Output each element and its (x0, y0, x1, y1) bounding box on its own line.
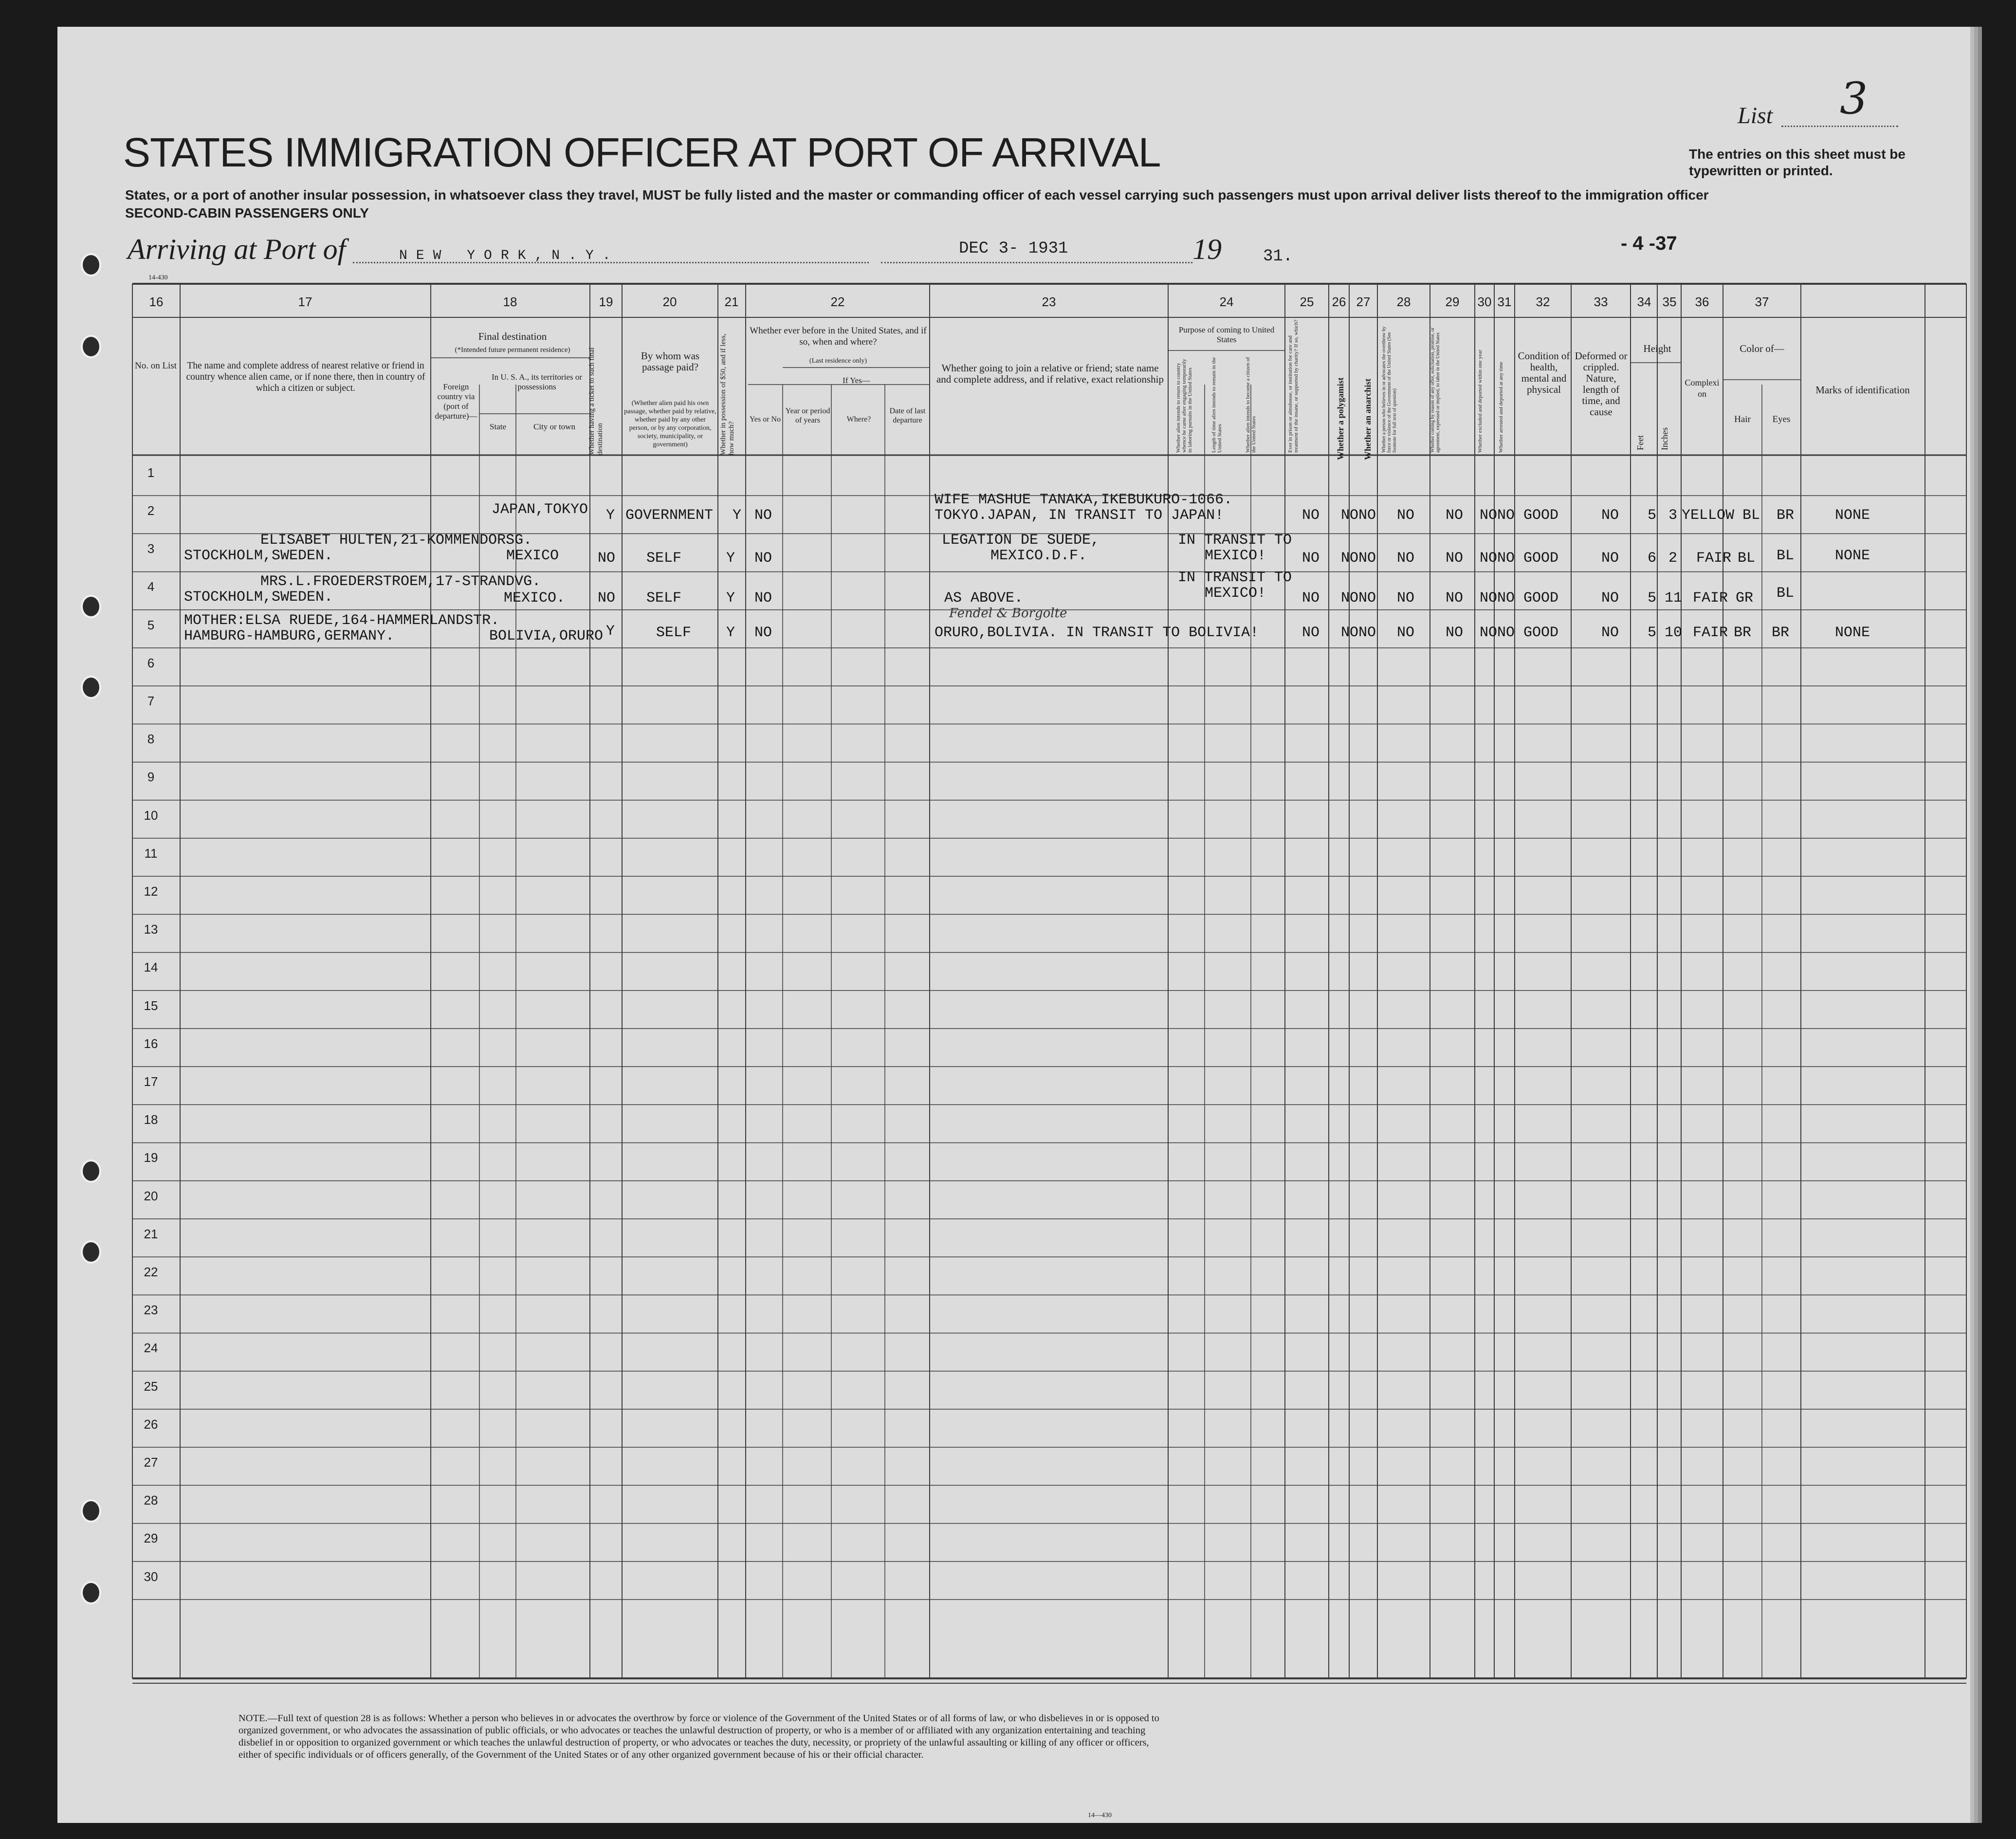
r4-hair: BR (1734, 625, 1752, 641)
col25-header: Ever in prison or almshouse, or institution for care and treatment of the insane, or supported by charity? If so, which? (1287, 319, 1299, 453)
r1-health: GOOD (1523, 507, 1559, 524)
col16-header: No. on List (134, 361, 177, 371)
r3-transit-line1: IN TRANSIT TO (1178, 570, 1292, 586)
row-number: 23 (144, 1303, 158, 1318)
r3-hair: GR (1736, 590, 1754, 607)
col29-header: Whether coming by reason of any offer, solicitation, promise, or agreement, expressed or implied, to labor in the United States (1430, 327, 1441, 453)
row-number: 21 (144, 1226, 158, 1241)
r3-relative-line2: STOCKHOLM,SWEDEN. (184, 589, 333, 606)
row-number: 19 (144, 1150, 158, 1165)
column-number: 19 (599, 294, 613, 309)
list-label: List (1738, 103, 1773, 129)
typewritten-note: The entries on this sheet must be typewritten or printed. (1689, 147, 1906, 178)
r2-joining-line1: LEGATION DE SUEDE, (942, 532, 1100, 549)
r4-health: GOOD (1523, 625, 1559, 641)
r1-marks: NONE (1835, 507, 1870, 524)
column-number: 21 (724, 294, 739, 309)
column-number: 31 (1497, 294, 1512, 309)
column-number: 23 (1042, 294, 1056, 309)
col27-header: Whether an anarchist (1363, 378, 1373, 460)
r2-hair: BL (1738, 550, 1756, 567)
r1-prison: NO (1302, 507, 1320, 524)
col22-years: Year or period of years (785, 407, 830, 424)
r2-relative-line1: ELISABET HULTEN,21-KOMMENDORSG. (260, 532, 532, 549)
row-number: 25 (144, 1379, 158, 1394)
year-value: 31. (1263, 247, 1293, 266)
col37-header: Marks of identification (1815, 384, 1910, 396)
row-number: 12 (144, 884, 158, 899)
column-number: 20 (662, 294, 677, 309)
col17-header: The name and complete address of nearest relative or friend in country whence alien came, or if none there, then in country of which a citizen or subject. (186, 361, 425, 393)
r1-complexion: YELLOW (1682, 507, 1735, 524)
column-number: 37 (1755, 294, 1769, 309)
r2-feet: 6 (1648, 550, 1657, 567)
r1-q28: NO (1397, 507, 1415, 524)
list-number: 3 (1840, 73, 1868, 124)
row-number: 26 (144, 1416, 158, 1432)
row-number: 4 (147, 579, 155, 594)
column-number: 22 (830, 294, 845, 309)
r1-deported: NONO (1480, 507, 1515, 524)
r1-before: NO (754, 507, 772, 524)
r3-destination: MEXICO. (504, 590, 566, 607)
r4-relative-line1: MOTHER:ELSA RUEDE,164-HAMMERLANDSTR. (184, 612, 500, 629)
arrival-date: DEC 3- 1931 (959, 239, 1068, 258)
footnote: NOTE.—Full text of question 28 is as follows: Whether a person who believes in or advocates the overthrow by force or violence of the Government of the United States or of all forms of law, or who disbelieves in or is opposed to organized government, or who advocates the assassination of public officials, or who advocates or teaches the unlawful destruction of property, or who is a member of or affiliated with any organization entertaining and teaching disbelief in or opposition to organized government or which teaches the unlawful destruction of property, or who advocates or teaches the duty, necessity, or propriety of the unlawful assaulting or killing of any officer or officers, either of specific individuals or of officers generally, of the Government of the United States or of any other organized government because of his or their official character. (238, 1713, 1159, 1760)
col36-hair: Hair (1734, 414, 1751, 424)
col18-usa: In U. S. A., its territories or possessions (491, 372, 583, 391)
row-number: 30 (144, 1569, 158, 1584)
r1-hair: BL (1742, 507, 1760, 524)
col32-header: Condition of health, mental and physical (1518, 350, 1570, 395)
r3-prison: NO (1302, 590, 1320, 607)
col23-header: Whether going to join a relative or friend; state name and complete address, and if relative, exact relationship (936, 362, 1164, 385)
row-number: 22 (144, 1265, 158, 1279)
r2-transit-line1: IN TRANSIT TO (1178, 532, 1292, 549)
footer-form-code: 14—430 (1088, 1812, 1112, 1819)
r4-before: NO (754, 625, 772, 641)
r4-marks: NONE (1835, 625, 1870, 641)
r2-inches: 2 (1668, 550, 1678, 567)
r1-polygamist-anarchist: NONO (1341, 507, 1376, 524)
row-number: 6 (147, 655, 155, 670)
col24-c: Whether alien intends to become a citizen of the United States (1245, 357, 1257, 453)
r2-eyes: BL (1777, 548, 1795, 564)
column-number: 28 (1396, 294, 1411, 309)
r3-polygamist-anarchist: NONO (1341, 590, 1376, 607)
r1-eyes: BR (1777, 507, 1795, 524)
r4-deformed: NO (1601, 625, 1619, 641)
col22-note: (Last residence only) (809, 357, 867, 365)
column-number: 18 (503, 294, 517, 309)
col18-title: Final destination (478, 331, 547, 342)
row-number: 18 (144, 1112, 158, 1127)
column-number: 25 (1300, 294, 1314, 309)
col28-header: Whether a person who believes in or advocates the overthrow by force or violence of the Government of the United States (See footnote for full text of question) (1381, 326, 1397, 453)
r1-paid-by: GOVERNMENT (625, 507, 714, 524)
r4-polygamist-anarchist: NONO (1341, 625, 1376, 641)
r3-complexion: FAIR (1693, 590, 1728, 607)
row-number: 14 (144, 960, 158, 975)
row-number: 11 (144, 846, 158, 861)
column-number: 33 (1594, 294, 1608, 309)
r3-money: Y (726, 590, 735, 607)
r4-money: Y (726, 625, 735, 641)
r3-eyes: BL (1777, 585, 1795, 602)
r3-deported: NONO (1480, 590, 1515, 607)
r3-feet: 5 (1648, 590, 1657, 607)
r3-relative-line1: MRS.L.FROEDERSTROEM,17-STRANDVG. (260, 573, 541, 590)
r2-complexion: FAIR (1696, 550, 1732, 567)
column-number: 26 (1332, 294, 1346, 309)
r3-deformed: NO (1601, 590, 1619, 607)
r2-q29: NO (1446, 550, 1464, 567)
r2-marks: NONE (1835, 548, 1870, 564)
r2-polygamist-anarchist: NONO (1341, 550, 1376, 567)
row-number: 8 (147, 732, 155, 747)
r2-prison: NO (1302, 550, 1320, 567)
col36-eyes: Eyes (1772, 414, 1791, 424)
arriving-label: Arriving at Port of (128, 233, 346, 265)
form-code: 14-430 (148, 274, 168, 281)
r3-paid-by: SELF (646, 590, 682, 607)
r1-inches: 3 (1668, 507, 1678, 524)
row-number: 5 (147, 617, 155, 632)
r4-handwritten-note: Fendel & Borgolte (949, 606, 1067, 621)
r4-paid-by: SELF (656, 625, 692, 641)
row-number: 2 (147, 503, 155, 518)
r1-joining-line1: WIFE MASHUE TANAKA,IKEBUKURO-1066. (935, 492, 1233, 508)
passenger-class: SECOND-CABIN PASSENGERS ONLY (125, 205, 369, 221)
r4-joining: ORURO,BOLIVIA. IN TRANSIT TO BOLIVIA! (935, 625, 1259, 641)
column-number: 24 (1219, 294, 1234, 309)
r1-q29: NO (1446, 507, 1464, 524)
col18-city: City or town (533, 422, 575, 431)
r4-feet: 5 (1648, 625, 1657, 641)
column-number: 32 (1536, 294, 1550, 309)
col34-feet: Feet (1635, 435, 1645, 450)
col18-state: State (490, 422, 506, 431)
column-number: 16 (149, 294, 164, 309)
row-number: 17 (144, 1074, 158, 1089)
r3-ticket: NO (598, 590, 616, 607)
year-prefix: 19 (1192, 233, 1222, 265)
column-number: 30 (1477, 294, 1492, 309)
col20-header: By whom was passage paid? (641, 350, 700, 373)
r2-health: GOOD (1523, 550, 1559, 567)
r2-joining-line2: MEXICO.D.F. (990, 548, 1087, 564)
r3-health: GOOD (1523, 590, 1559, 607)
col19-header: Whether having a ticket to such final destination (588, 347, 604, 455)
row-number: 3 (147, 541, 155, 556)
r1-feet: 5 (1648, 507, 1657, 524)
row-number: 7 (147, 694, 155, 708)
row-number: 10 (144, 808, 158, 823)
column-number: 34 (1637, 294, 1651, 309)
row-number: 15 (144, 998, 158, 1013)
col24-title: Purpose of coming to United States (1178, 325, 1275, 344)
form-title: STATES IMMIGRATION OFFICER AT PORT OF ARRIVAL (123, 129, 1161, 175)
col31-header: Whether arrested and deported at any time (1498, 362, 1504, 453)
r2-money: Y (726, 550, 735, 567)
col34-title: Height (1643, 343, 1671, 354)
row-number: 24 (144, 1341, 158, 1356)
col18-foreign: Foreign country via (port of departure)— (435, 382, 477, 421)
port-value: NEW YORK,N.Y. (399, 248, 620, 263)
col36-title: Color of— (1740, 343, 1784, 354)
column-number: 35 (1662, 294, 1677, 309)
r2-before: NO (754, 550, 772, 567)
col22-ifyes: If Yes— (843, 376, 870, 385)
row-number: 16 (144, 1036, 158, 1051)
r2-relative-line2: STOCKHOLM,SWEDEN. (184, 548, 333, 564)
column-number: 29 (1445, 294, 1460, 309)
form-subtitle: States, or a port of another insular possession, in whatsoever class they travel, MUST be fully listed and the master or commanding officer of each vessel carrying such passengers must upon arrival deliver lists thereof to the immigration officer (125, 187, 1709, 202)
r2-paid-by: SELF (646, 550, 682, 567)
r3-transit-line2: MEXICO! (1205, 585, 1266, 602)
r3-q29: NO (1446, 590, 1464, 607)
r2-deformed: NO (1601, 550, 1619, 567)
row-number: 1 (147, 465, 155, 480)
row-number: 9 (147, 770, 155, 785)
col30-header: Whether excluded and deported within one year (1477, 349, 1483, 453)
r4-inches: 10 (1665, 625, 1683, 641)
col24-a: Whether alien intends to return to country whence he came after engaging temporarily in laboring pursuits in the United States (1175, 359, 1193, 453)
column-number: 36 (1695, 294, 1709, 309)
column-number: 17 (298, 294, 312, 309)
row-number: 27 (144, 1455, 158, 1470)
r4-eyes: BR (1772, 625, 1790, 641)
col21-header: Whether in possession of $50, and if less, how much? (719, 333, 735, 455)
r2-q28: NO (1397, 550, 1415, 567)
r1-ticket: Y (606, 507, 615, 524)
col22-date: Date of last departure (889, 407, 926, 424)
r4-q28: NO (1397, 625, 1415, 641)
col33-header: Deformed or crippled. Nature, length of time, and cause (1575, 350, 1628, 418)
r4-relative-line2: HAMBURG-HAMBURG,GERMANY. (184, 628, 395, 644)
r3-inches: 11 (1665, 590, 1683, 607)
col22-where: Where? (846, 415, 871, 423)
column-number: 27 (1356, 294, 1371, 309)
col35-header: Complexion (1685, 378, 1720, 399)
r2-transit-line2: MEXICO! (1205, 548, 1266, 564)
row-number: 29 (144, 1531, 158, 1546)
row-number: 28 (144, 1493, 158, 1508)
page-stamp: - 4 -37 (1621, 233, 1677, 254)
col26-header: Whether a polygamist (1336, 377, 1345, 460)
r1-destination: JAPAN,TOKYO (492, 501, 588, 518)
r4-complexion: FAIR (1693, 625, 1728, 641)
r3-joining: AS ABOVE. (944, 590, 1024, 607)
col22-title: Whether ever before in the United States, and if so, when and where? (750, 326, 927, 347)
col22-yesno: Yes or No (749, 415, 781, 423)
row-number: 13 (144, 922, 158, 937)
r2-deported: NONO (1480, 550, 1515, 567)
r4-deported: NONO (1480, 625, 1515, 641)
r4-prison: NO (1302, 625, 1320, 641)
r2-destination: MEXICO (506, 548, 559, 564)
r3-before: NO (754, 590, 772, 607)
col34-inches: Inches (1660, 427, 1669, 450)
col18-note: (*Intended future permanent residence) (455, 346, 570, 354)
row-number: 20 (144, 1188, 158, 1203)
r1-deformed: NO (1601, 507, 1619, 524)
r4-destination: BOLIVIA,ORURO (489, 628, 604, 644)
r1-joining-line2: TOKYO.JAPAN, IN TRANSIT TO JAPAN! (935, 507, 1224, 524)
r4-ticket: Y (606, 623, 615, 640)
r3-q28: NO (1397, 590, 1415, 607)
col24-b: Length of time alien intends to remain in the United States (1211, 357, 1223, 453)
r4-q29: NO (1446, 625, 1464, 641)
r2-ticket: NO (598, 550, 616, 567)
col20-note: (Whether alien paid his own passage, whether paid by relative, whether paid by any other person, or by any corporation, society, municipality, or government) (624, 400, 716, 448)
r1-money: Y (733, 507, 742, 524)
